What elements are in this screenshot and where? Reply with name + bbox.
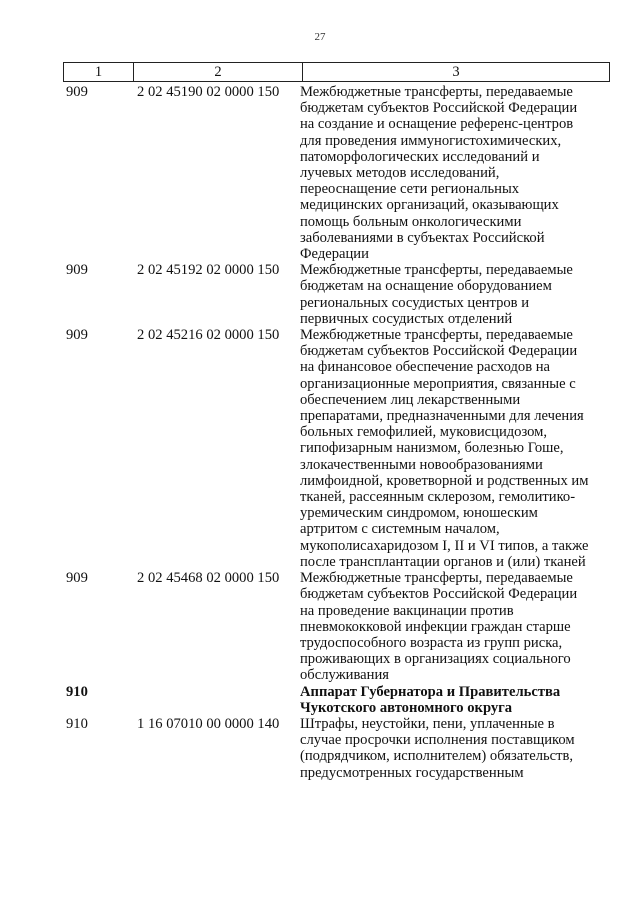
description-line: Межбюджетные трансферты, передаваемые <box>300 570 573 587</box>
page-number: 27 <box>314 31 326 43</box>
table-row <box>63 262 610 327</box>
budget-code-cell: 2 02 45192 02 0000 150 <box>137 262 280 279</box>
table-header <box>63 62 610 82</box>
description-cell <box>300 570 610 683</box>
budget-code-cell: 1 16 07010 00 0000 140 <box>137 715 280 732</box>
admin-code-cell: 909 <box>66 262 88 279</box>
description-line: бюджетам субъектов Российской Федерации <box>300 343 578 360</box>
description-line: после трансплантации органов и (или) тканей <box>300 553 586 570</box>
description-cell <box>300 716 610 781</box>
description-line: бюджетам субъектов Российской Федерации <box>300 100 578 117</box>
admin-code-cell: 909 <box>66 84 88 100</box>
header-col-3: 3 <box>302 63 609 81</box>
table-row <box>63 570 610 683</box>
description-line: препаратами, предназначенными для лечения <box>300 408 584 425</box>
description-line: помощь больным онкологическими <box>300 213 522 230</box>
description-cell <box>300 84 610 262</box>
description-line: (подрядчиком, исполнителем) обязательств, <box>300 748 574 765</box>
description-line: гипофизарным нанизмом, болезнью Гоше, <box>300 440 564 457</box>
description-line: для проведения иммуногистохимических, <box>300 132 562 149</box>
admin-code-cell: 909 <box>66 570 88 587</box>
description-line: региональных сосудистых центров и <box>300 294 530 311</box>
description-line: артритом с системным началом, <box>300 521 500 538</box>
description-line: на создание и оснащение референс-центров <box>300 116 574 133</box>
description-line: Штрафы, неустойки, пени, уплаченные в <box>300 715 555 732</box>
description-line: бюджетам на оснащение оборудованием <box>300 278 552 295</box>
description-cell <box>300 262 610 327</box>
description-line: лучевых методов исследований, <box>300 165 500 182</box>
admin-code-cell: 910 <box>66 683 88 700</box>
description-cell <box>300 684 610 716</box>
budget-code-cell: 2 02 45190 02 0000 150 <box>137 84 280 100</box>
description-line: Федерации <box>300 246 369 263</box>
header-col-1: 1 <box>94 63 103 80</box>
description-line: патоморфологических исследований и <box>300 148 540 165</box>
description-line: больных гемофилией, муковисцидозом, <box>300 424 548 441</box>
description-line: Аппарат Губернатора и Правительства <box>300 683 561 700</box>
description-line: организационные мероприятия, связанные с <box>300 375 576 392</box>
description-line: обеспечением лиц лекарственными <box>300 391 521 408</box>
description-cell <box>300 327 610 570</box>
table-row <box>63 684 610 716</box>
table-row <box>63 327 610 570</box>
description-line: на проведение вакцинации против <box>300 602 514 619</box>
description-line: тканей, рассеянным склерозом, гемолитико- <box>300 489 576 506</box>
description-line: бюджетам субъектов Российской Федерации <box>300 586 578 603</box>
table-row <box>63 716 610 781</box>
description-line: Межбюджетные трансферты, передаваемые <box>300 327 573 344</box>
admin-code-cell: 910 <box>66 715 88 732</box>
header-col-2: 2 <box>133 63 302 81</box>
description-line: проживающих в организациях социального <box>300 651 571 668</box>
description-line: уремическим синдромом, юношеским <box>300 505 538 522</box>
description-line: мукополисахаридозом I, II и VI типов, а также <box>300 537 589 554</box>
description-line: Межбюджетные трансферты, передаваемые <box>300 262 573 279</box>
budget-code-cell <box>132 684 300 716</box>
description-line: переоснащение сети региональных <box>300 181 520 198</box>
table-body <box>63 84 610 781</box>
description-line: Межбюджетные трансферты, передаваемые <box>300 84 573 100</box>
description-line: Чукотского автономного округа <box>300 699 513 716</box>
description-line: предусмотренных государственным <box>300 764 524 781</box>
table-row <box>63 84 610 262</box>
description-line: на финансовое обеспечение расходов на <box>300 359 551 376</box>
description-line: случае просрочки исполнения поставщиком <box>300 732 575 749</box>
budget-code-cell: 2 02 45216 02 0000 150 <box>137 327 280 344</box>
description-line: трудоспособного возраста из групп риска, <box>300 634 563 651</box>
admin-code-cell: 909 <box>66 327 88 344</box>
description-line: лимфоидной, кроветворной и родственных им <box>300 472 589 489</box>
description-line: пневмококковой инфекции граждан старше <box>300 618 571 635</box>
description-line: первичных сосудистых отделений <box>300 310 513 327</box>
description-line: медицинских организаций, оказывающих <box>300 197 559 214</box>
description-line: злокачественными новообразованиями <box>300 456 543 473</box>
description-line: обслуживания <box>300 667 389 684</box>
description-line: заболеваниями в субъектах Российской <box>300 229 545 246</box>
budget-code-cell: 2 02 45468 02 0000 150 <box>137 570 280 587</box>
